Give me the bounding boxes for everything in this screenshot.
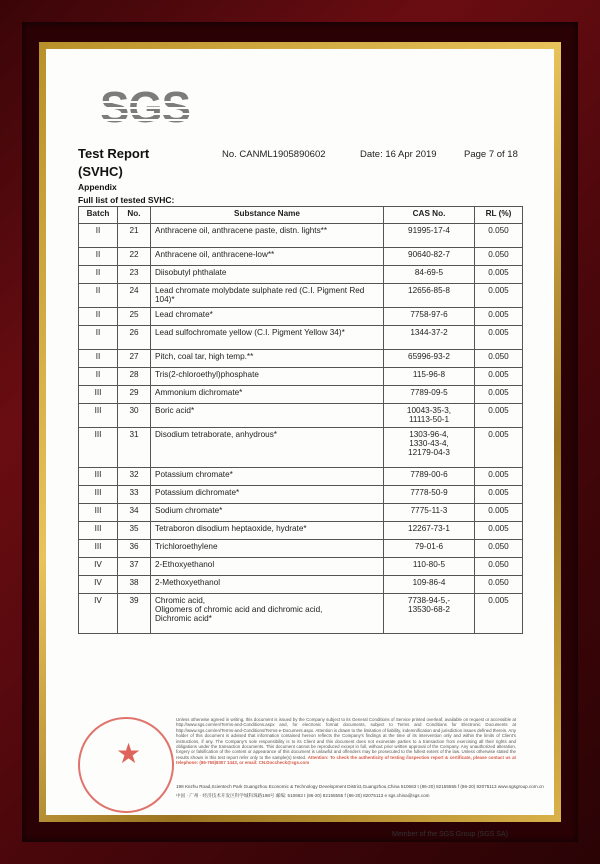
substance-cell: Trichloroethylene bbox=[151, 540, 384, 558]
column-header-cas: CAS No. bbox=[384, 207, 475, 224]
number-cell: 32 bbox=[118, 468, 151, 486]
batch-cell: III bbox=[79, 486, 118, 504]
substance-cell: Diisobutyl phthalate bbox=[151, 266, 384, 284]
list-title: Full list of tested SVHC: bbox=[78, 195, 175, 205]
substance-cell: Lead chromate molybdate sulphate red (C.I. Pigment Red 104)* bbox=[151, 284, 384, 308]
table-row bbox=[79, 308, 523, 326]
batch-cell: IV bbox=[79, 594, 118, 634]
disclaimer-block bbox=[176, 717, 516, 766]
number-cell: 26 bbox=[118, 326, 151, 350]
substance-cell: Tris(2-chloroethyl)phosphate bbox=[151, 368, 384, 386]
rl-cell: 0.005 bbox=[475, 368, 523, 386]
substance-cell: Chromic acid, Oligomers of chromic acid and dichromic acid, Dichromic acid* bbox=[151, 594, 384, 634]
number-cell: 39 bbox=[118, 594, 151, 634]
number-cell: 24 bbox=[118, 284, 151, 308]
batch-cell: II bbox=[79, 284, 118, 308]
cas-number: 7738-94-5,- bbox=[407, 596, 451, 605]
table-row bbox=[79, 368, 523, 386]
cas-number: 7789-09-5 bbox=[410, 388, 448, 397]
number-cell: 35 bbox=[118, 522, 151, 540]
number-cell: 36 bbox=[118, 540, 151, 558]
cas-cell bbox=[384, 428, 475, 468]
substance-cell: Potassium chromate* bbox=[151, 468, 384, 486]
cas-cell bbox=[384, 326, 475, 350]
substance-cell: 2-Methoxyethanol bbox=[151, 576, 384, 594]
batch-cell: III bbox=[79, 404, 118, 428]
number-cell: 34 bbox=[118, 504, 151, 522]
cas-number: 12179-04-3 bbox=[408, 448, 450, 457]
cas-cell bbox=[384, 576, 475, 594]
substance-cell: Anthracene oil, anthracene paste, distn. lights** bbox=[151, 224, 384, 248]
cas-number: 1330-43-4, bbox=[409, 439, 449, 448]
rl-cell: 0.005 bbox=[475, 594, 523, 634]
cas-cell bbox=[384, 386, 475, 404]
cas-number: 79-01-6 bbox=[414, 542, 444, 551]
batch-cell: II bbox=[79, 326, 118, 350]
rl-cell: 0.005 bbox=[475, 428, 523, 468]
cas-cell bbox=[384, 540, 475, 558]
rl-cell: 0.005 bbox=[475, 308, 523, 326]
table-row bbox=[79, 350, 523, 368]
rl-cell: 0.050 bbox=[475, 558, 523, 576]
logo-stripe bbox=[98, 107, 193, 109]
rl-cell: 0.005 bbox=[475, 404, 523, 428]
logo-stripe bbox=[98, 101, 193, 103]
table-row bbox=[79, 404, 523, 428]
cas-number: 110-80-5 bbox=[412, 560, 446, 569]
page-number: Page 7 of 18 bbox=[464, 149, 518, 160]
report-page bbox=[46, 49, 554, 838]
cas-number: 84-69-5 bbox=[414, 268, 444, 277]
batch-cell: III bbox=[79, 468, 118, 486]
cas-cell bbox=[384, 368, 475, 386]
cas-number: 1344-37-2 bbox=[410, 328, 448, 337]
table-header-row bbox=[79, 207, 523, 224]
cas-cell bbox=[384, 504, 475, 522]
substance-cell: Sodium chromate* bbox=[151, 504, 384, 522]
table-row bbox=[79, 284, 523, 308]
cas-number: 7775-11-3 bbox=[410, 506, 448, 515]
number-cell: 33 bbox=[118, 486, 151, 504]
number-cell: 22 bbox=[118, 248, 151, 266]
logo-stripe bbox=[98, 119, 193, 121]
substance-cell: Disodium tetraborate, anhydrous* bbox=[151, 428, 384, 468]
batch-cell: II bbox=[79, 266, 118, 284]
rl-cell: 0.005 bbox=[475, 284, 523, 308]
substance-cell: 2-Ethoxyethanol bbox=[151, 558, 384, 576]
report-date: Date: 16 Apr 2019 bbox=[360, 149, 437, 160]
rl-cell: 0.005 bbox=[475, 326, 523, 350]
address-english: 198 Kezhu Road,Scientech Park Guangzhou Economic & Technology Development District,Guangzhou,China 510663 t (86-20) 82155555 f (86-20) 82075113 www.sgsgroup.com.cn bbox=[176, 784, 544, 789]
address-chinese: 中国 · 广州 · 经济技术开发区科学城科珠路198号 邮编: 510663 t (86-20) 82155555 f (86-20) 82075113 e sgs.china@sgs.com bbox=[176, 793, 430, 798]
rl-cell: 0.050 bbox=[475, 576, 523, 594]
table-row bbox=[79, 576, 523, 594]
number-cell: 37 bbox=[118, 558, 151, 576]
table-body bbox=[79, 224, 523, 634]
number-cell: 31 bbox=[118, 428, 151, 468]
report-title: Test Report bbox=[78, 146, 150, 161]
number-cell: 38 bbox=[118, 576, 151, 594]
rl-cell: 0.005 bbox=[475, 504, 523, 522]
rl-cell: 0.005 bbox=[475, 266, 523, 284]
cas-cell bbox=[384, 486, 475, 504]
batch-cell: IV bbox=[79, 576, 118, 594]
substance-cell: Anthracene oil, anthracene-low** bbox=[151, 248, 384, 266]
rl-cell: 0.050 bbox=[475, 350, 523, 368]
number-cell: 23 bbox=[118, 266, 151, 284]
number-cell: 27 bbox=[118, 350, 151, 368]
cas-number: 7758-97-6 bbox=[410, 310, 448, 319]
cas-number: 1303-96-4, bbox=[409, 430, 449, 439]
substance-cell: Ammonium dichromate* bbox=[151, 386, 384, 404]
member-line: Member of the SGS Group (SGS SA) bbox=[392, 831, 508, 838]
table-row bbox=[79, 386, 523, 404]
cas-cell bbox=[384, 248, 475, 266]
cas-number: 12656-85-8 bbox=[408, 286, 450, 295]
rl-cell: 0.005 bbox=[475, 486, 523, 504]
batch-cell: II bbox=[79, 350, 118, 368]
batch-cell: III bbox=[79, 522, 118, 540]
logo-stripe bbox=[98, 113, 193, 115]
substance-cell: Lead sulfochromate yellow (C.I. Pigment Yellow 34)* bbox=[151, 326, 384, 350]
cas-cell bbox=[384, 350, 475, 368]
table-row bbox=[79, 428, 523, 468]
disclaimer-text: Unless otherwise agreed in writing, this document is issued by the Company subject to its General Conditions of Service printed overleaf, available on request or accessible at http://www.sgs.com/en/Terms-and-Conditions.aspx and, for electronic format documents, subject to Terms and Conditions for Electronic Documents at http://www.sgs.com/en/Terms-and-Conditions/Terms-e-Document.aspx. Attention is drawn to the limitation of liability, indemnification and jurisdiction issues defined therein. Any holder of this document is advised that information contained hereon reflects the Company's findings at the time of its intervention only and within the limits of Client's instructions, if any. The Company's sole responsibility is to its Client and this document does not exonerate parties to a transaction from exercising all their rights and obligations under the transaction documents. This document cannot be reproduced except in full, without prior written approval of the Company. Any unauthorized alteration, forgery or falsification of the content or appearance of this document is unlawful and offenders may be prosecuted to the fullest extent of the law. Unless otherwise stated the results shown in this test report refer only to the sample(s) tested. bbox=[176, 717, 516, 760]
cas-cell bbox=[384, 558, 475, 576]
batch-cell: II bbox=[79, 248, 118, 266]
batch-cell: III bbox=[79, 540, 118, 558]
substance-cell: Lead chromate* bbox=[151, 308, 384, 326]
number-cell: 30 bbox=[118, 404, 151, 428]
batch-cell: III bbox=[79, 386, 118, 404]
table-row bbox=[79, 540, 523, 558]
batch-cell: III bbox=[79, 504, 118, 522]
number-cell: 28 bbox=[118, 368, 151, 386]
cas-number: 10043-35-3, bbox=[406, 406, 452, 415]
table-row bbox=[79, 594, 523, 634]
appendix-heading: Appendix bbox=[78, 182, 117, 192]
table-row bbox=[79, 504, 523, 522]
cas-cell bbox=[384, 468, 475, 486]
svhc-table bbox=[78, 206, 523, 634]
table-row bbox=[79, 326, 523, 350]
table-row bbox=[79, 486, 523, 504]
rl-cell: 0.050 bbox=[475, 248, 523, 266]
cas-cell bbox=[384, 266, 475, 284]
rl-cell: 0.005 bbox=[475, 386, 523, 404]
cas-number: 13530-68-2 bbox=[408, 605, 450, 614]
substance-cell: Boric acid* bbox=[151, 404, 384, 428]
cas-number: 7778-50-9 bbox=[410, 488, 448, 497]
number-cell: 25 bbox=[118, 308, 151, 326]
column-header-no: No. bbox=[118, 207, 151, 224]
cas-cell bbox=[384, 284, 475, 308]
cas-cell bbox=[384, 308, 475, 326]
table-row bbox=[79, 248, 523, 266]
rl-cell: 0.050 bbox=[475, 540, 523, 558]
substance-cell: Tetraboron disodium heptaoxide, hydrate* bbox=[151, 522, 384, 540]
cas-cell bbox=[384, 404, 475, 428]
cas-number: 109-86-4 bbox=[412, 578, 446, 587]
rl-cell: 0.005 bbox=[475, 522, 523, 540]
seal-star-icon: ★ bbox=[116, 738, 142, 769]
batch-cell: II bbox=[79, 308, 118, 326]
rl-cell: 0.005 bbox=[475, 468, 523, 486]
table-row bbox=[79, 468, 523, 486]
report-subtitle: (SVHC) bbox=[78, 164, 123, 179]
cas-cell bbox=[384, 594, 475, 634]
column-header-rl: RL (%) bbox=[475, 207, 523, 224]
batch-cell: III bbox=[79, 428, 118, 468]
table-row bbox=[79, 558, 523, 576]
column-header-substance: Substance Name bbox=[151, 207, 384, 224]
substance-cell: Pitch, coal tar, high temp.** bbox=[151, 350, 384, 368]
cas-number: 12267-73-1 bbox=[408, 524, 450, 533]
batch-cell: II bbox=[79, 224, 118, 248]
substance-cell: Potassium dichromate* bbox=[151, 486, 384, 504]
batch-cell: IV bbox=[79, 558, 118, 576]
table-row bbox=[79, 224, 523, 248]
authenticity-notice: Attention: To check the authenticity of testing /inspection report & certificate, please contact us at telephone: (86-755)8307 1443, or email: CN.Doccheck@sgs.com bbox=[176, 754, 516, 766]
cas-number: 11113-50-1 bbox=[408, 415, 450, 424]
cas-number: 90640-82-7 bbox=[408, 250, 450, 259]
batch-cell: II bbox=[79, 368, 118, 386]
cas-number: 91995-17-4 bbox=[408, 226, 450, 235]
number-cell: 21 bbox=[118, 224, 151, 248]
cas-cell bbox=[384, 224, 475, 248]
rl-cell: 0.050 bbox=[475, 224, 523, 248]
cas-number: 65996-93-2 bbox=[408, 352, 450, 361]
column-header-batch: Batch bbox=[79, 207, 118, 224]
report-number: No. CANML1905890602 bbox=[222, 149, 326, 160]
table-row bbox=[79, 522, 523, 540]
cas-number: 7789-00-6 bbox=[410, 470, 448, 479]
cas-number: 115-96-8 bbox=[412, 370, 446, 379]
cas-cell bbox=[384, 522, 475, 540]
table-row bbox=[79, 266, 523, 284]
number-cell: 29 bbox=[118, 386, 151, 404]
